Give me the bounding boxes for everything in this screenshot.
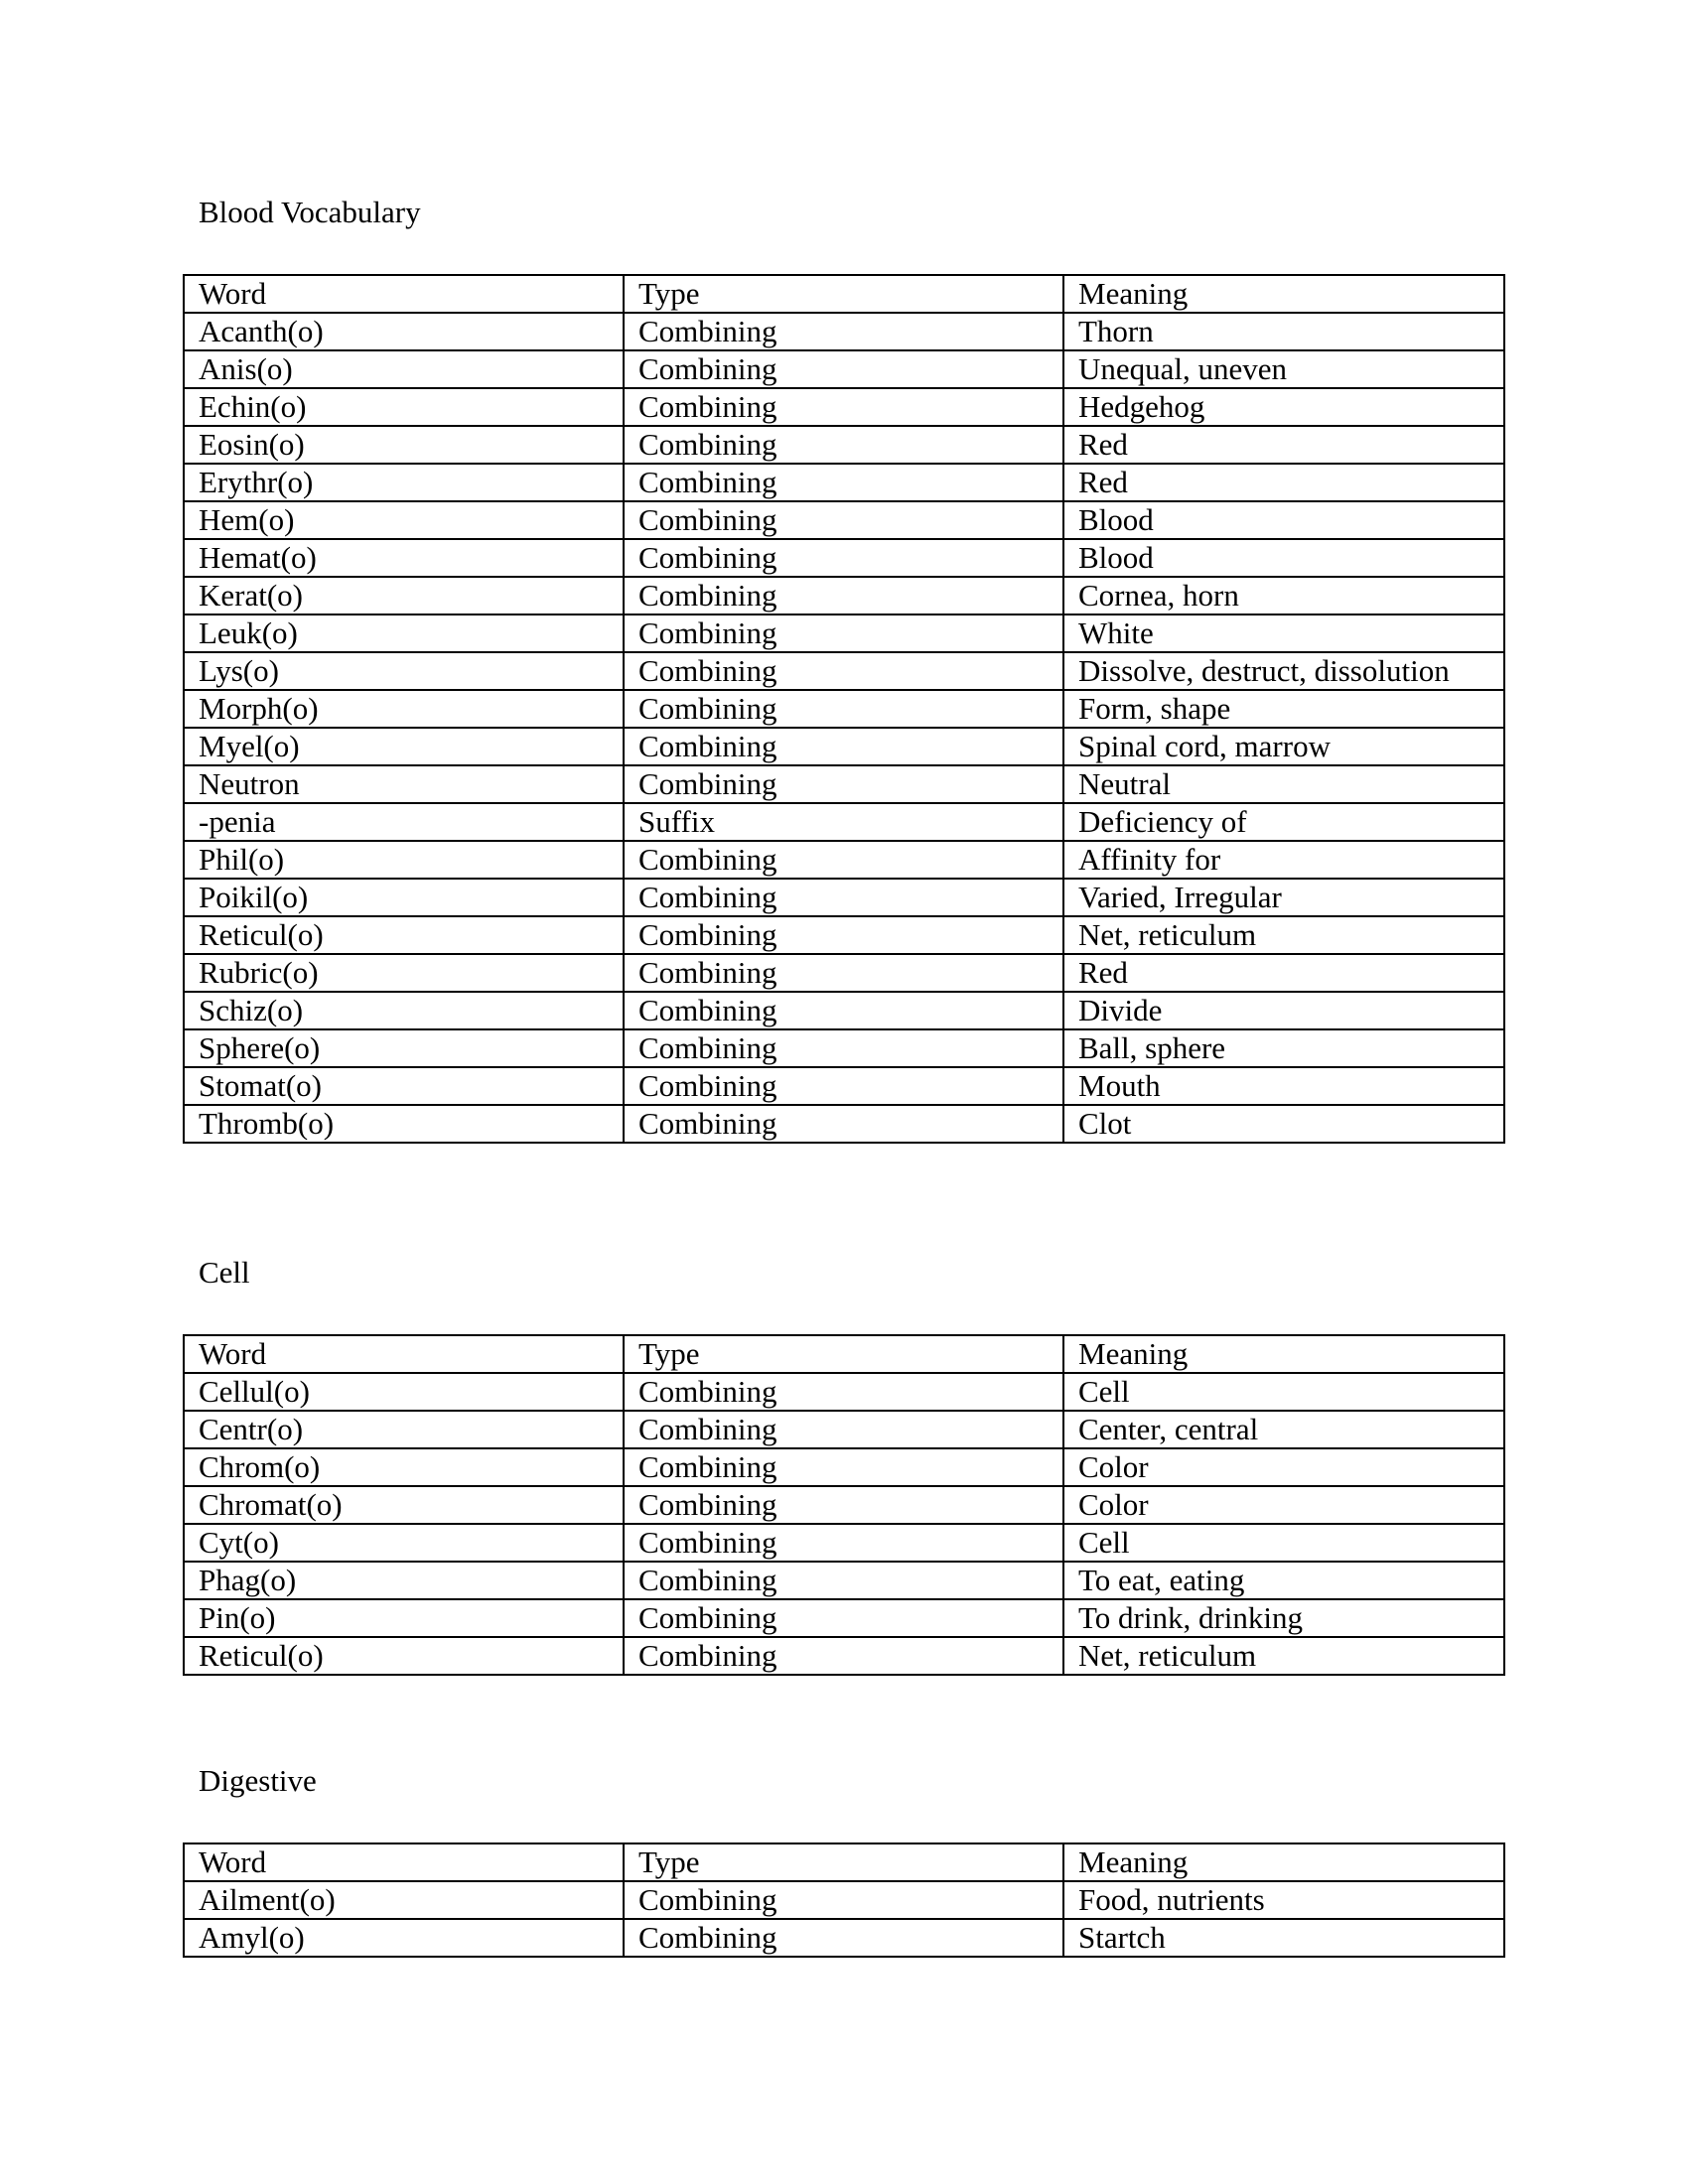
cell-word: Amyl(o) [184,1919,624,1957]
header-meaning: Meaning [1063,275,1504,313]
table-row [184,803,1504,841]
table-row [184,1637,1504,1675]
cell-type: Combining [624,614,1063,652]
table-row [184,350,1504,388]
cell-word: Centr(o) [184,1411,624,1448]
cell-type: Combining [624,728,1063,765]
table-row [184,1599,1504,1637]
table-row [184,501,1504,539]
cell-word: Pin(o) [184,1599,624,1637]
section-title: Blood Vocabulary [199,195,421,229]
cell-type: Combining [624,350,1063,388]
cell-word: Chromat(o) [184,1486,624,1524]
cell-word: Reticul(o) [184,916,624,954]
cell-word: Neutron [184,765,624,803]
cell-word: Sphere(o) [184,1029,624,1067]
cell-word: Eosin(o) [184,426,624,464]
cell-word: Cyt(o) [184,1524,624,1562]
cell-type: Combining [624,1486,1063,1524]
header-type: Type [624,275,1063,313]
table-row [184,577,1504,614]
cell-word: Reticul(o) [184,1637,624,1675]
cell-meaning: To drink, drinking [1063,1599,1504,1637]
cell-meaning: Mouth [1063,1067,1504,1105]
cell-type: Combining [624,1637,1063,1675]
cell-type: Combining [624,1448,1063,1486]
cell-type: Combining [624,1373,1063,1411]
cell-word: Ailment(o) [184,1881,624,1919]
table-header-row [184,1335,1504,1373]
cell-meaning: Cornea, horn [1063,577,1504,614]
table-row [184,388,1504,426]
cell-meaning: Affinity for [1063,841,1504,879]
table-row [184,1067,1504,1105]
table-row [184,313,1504,350]
cell-word: Rubric(o) [184,954,624,992]
table-row [184,614,1504,652]
section-title: Digestive [199,1763,317,1798]
table-row [184,426,1504,464]
cell-type: Combining [624,879,1063,916]
vocab-table [183,1334,1505,1676]
table-row [184,992,1504,1029]
cell-type: Combining [624,388,1063,426]
cell-word: Myel(o) [184,728,624,765]
table-row [184,464,1504,501]
table-row [184,1486,1504,1524]
cell-type: Combining [624,539,1063,577]
cell-meaning: Red [1063,464,1504,501]
table-row [184,728,1504,765]
cell-meaning: Food, nutrients [1063,1881,1504,1919]
cell-word: Acanth(o) [184,313,624,350]
cell-word: Erythr(o) [184,464,624,501]
cell-word: Leuk(o) [184,614,624,652]
cell-type: Combining [624,954,1063,992]
header-meaning: Meaning [1063,1843,1504,1881]
cell-type: Combining [624,1105,1063,1143]
cell-type: Combining [624,765,1063,803]
cell-type: Suffix [624,803,1063,841]
table-row [184,1105,1504,1143]
cell-word: Morph(o) [184,690,624,728]
header-word: Word [184,275,624,313]
vocab-table [183,1843,1505,1958]
cell-meaning: Color [1063,1448,1504,1486]
cell-type: Combining [624,1029,1063,1067]
cell-type: Combining [624,1919,1063,1957]
table-row [184,1919,1504,1957]
header-meaning: Meaning [1063,1335,1504,1373]
table-row [184,1373,1504,1411]
cell-meaning: Deficiency of [1063,803,1504,841]
cell-meaning: Blood [1063,539,1504,577]
cell-word: Chrom(o) [184,1448,624,1486]
cell-word: Anis(o) [184,350,624,388]
cell-meaning: White [1063,614,1504,652]
cell-word: Hemat(o) [184,539,624,577]
cell-meaning: Thorn [1063,313,1504,350]
cell-type: Combining [624,1067,1063,1105]
cell-type: Combining [624,464,1063,501]
cell-type: Combining [624,577,1063,614]
table-row [184,765,1504,803]
cell-meaning: Color [1063,1486,1504,1524]
table-row [184,652,1504,690]
cell-meaning: Ball, sphere [1063,1029,1504,1067]
header-type: Type [624,1335,1063,1373]
cell-type: Combining [624,652,1063,690]
cell-word: Hem(o) [184,501,624,539]
table-row [184,841,1504,879]
cell-type: Combining [624,313,1063,350]
cell-meaning: Dissolve, destruct, dissolution [1063,652,1504,690]
header-word: Word [184,1843,624,1881]
cell-word: Thromb(o) [184,1105,624,1143]
cell-meaning: Center, central [1063,1411,1504,1448]
cell-meaning: Hedgehog [1063,388,1504,426]
cell-meaning: Startch [1063,1919,1504,1957]
cell-meaning: Neutral [1063,765,1504,803]
cell-meaning: Divide [1063,992,1504,1029]
cell-word: Cellul(o) [184,1373,624,1411]
table-row [184,1524,1504,1562]
cell-word: Lys(o) [184,652,624,690]
cell-word: -penia [184,803,624,841]
cell-type: Combining [624,992,1063,1029]
table-row [184,1881,1504,1919]
cell-word: Echin(o) [184,388,624,426]
cell-meaning: Cell [1063,1524,1504,1562]
cell-type: Combining [624,1524,1063,1562]
cell-meaning: Cell [1063,1373,1504,1411]
cell-type: Combining [624,501,1063,539]
table-header-row [184,275,1504,313]
table-row [184,539,1504,577]
table-row [184,879,1504,916]
cell-meaning: Net, reticulum [1063,1637,1504,1675]
cell-meaning: Net, reticulum [1063,916,1504,954]
cell-word: Phil(o) [184,841,624,879]
header-word: Word [184,1335,624,1373]
cell-meaning: Red [1063,426,1504,464]
cell-word: Kerat(o) [184,577,624,614]
cell-type: Combining [624,841,1063,879]
table-row [184,954,1504,992]
table-row [184,1562,1504,1599]
header-type: Type [624,1843,1063,1881]
cell-type: Combining [624,690,1063,728]
cell-meaning: To eat, eating [1063,1562,1504,1599]
cell-meaning: Varied, Irregular [1063,879,1504,916]
cell-type: Combining [624,426,1063,464]
vocab-table [183,274,1505,1144]
cell-word: Stomat(o) [184,1067,624,1105]
table-row [184,1448,1504,1486]
cell-meaning: Spinal cord, marrow [1063,728,1504,765]
cell-meaning: Clot [1063,1105,1504,1143]
cell-type: Combining [624,1411,1063,1448]
table-row [184,690,1504,728]
cell-type: Combining [624,1562,1063,1599]
cell-meaning: Unequal, uneven [1063,350,1504,388]
cell-word: Poikil(o) [184,879,624,916]
cell-word: Phag(o) [184,1562,624,1599]
cell-meaning: Form, shape [1063,690,1504,728]
section-title: Cell [199,1255,250,1290]
table-header-row [184,1843,1504,1881]
cell-type: Combining [624,1599,1063,1637]
cell-type: Combining [624,1881,1063,1919]
cell-type: Combining [624,916,1063,954]
table-row [184,1411,1504,1448]
table-row [184,1029,1504,1067]
cell-word: Schiz(o) [184,992,624,1029]
cell-meaning: Red [1063,954,1504,992]
table-row [184,916,1504,954]
cell-meaning: Blood [1063,501,1504,539]
